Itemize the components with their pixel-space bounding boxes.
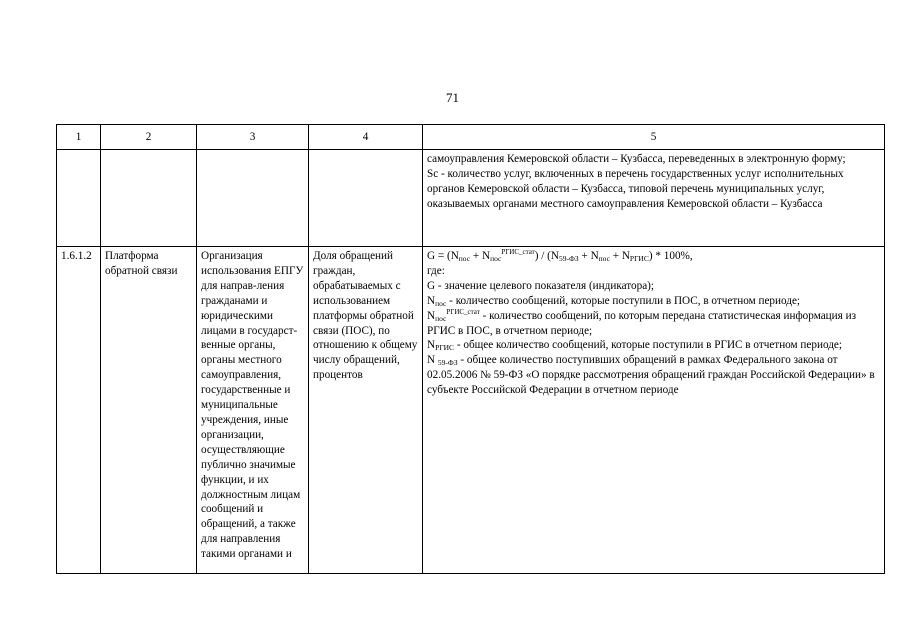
cont-cell-4 xyxy=(309,150,423,247)
cont-text-1: самоуправления Кемеровской области – Кузбасса, переведенных в электронную форму; xyxy=(427,153,846,165)
formula-n59-definition: N $_{59-ФЗ}$ - общее количество поступивших обращений в рамках Федерального закона от 02.05.2006 № 59-ФЗ «О порядке рассмотрения обращений граждан Российской Федерации» в субъекте Российской Федерации в отчетном периоде xyxy=(427,354,875,397)
continuation-row xyxy=(57,150,885,247)
row-indicator: Доля обращений граждан, обрабатываемых с использованием платформы обратной связи (ПОС), по отношению к общему числу обращений, процентов xyxy=(309,247,423,574)
header-row xyxy=(57,125,885,150)
row-description xyxy=(197,247,309,574)
formula-nrgis-definition: $N_{РГИС}$ - общее количество сообщений, которые поступили в РГИС в отчетном периоде; xyxy=(427,339,843,353)
formula-nstat-definition: $N_{пос}^{РГИС\_стат}$ - количество сообщений, по которым передана статистическая информация из РГИС в ПОС, в отчетном периоде; xyxy=(427,307,856,337)
row-name: Платформа обратной связи xyxy=(101,247,197,574)
header-cell-3: 3 xyxy=(197,125,309,150)
row-description-text: Организация использования ЕПГУ для направ-ления гражданами и юридическими лицами в государст-венные органы, органы местного самоуправления, государственные и муниципальные учреждения, иные организации, осуществляющие публично значимые функции, и их должностным лицам сообщений и обращений, а также для направления такими органами и xyxy=(201,250,304,561)
table-row xyxy=(57,247,885,574)
formula-main: $G = (N_{пос} + N_{пос}^{РГИС\_стат}) / (N_{59-ФЗ} + N_{пос} + N_{РГИС}) * 100\%$, xyxy=(427,248,693,263)
row-number: 1.6.1.2 xyxy=(57,247,101,574)
cont-cell-5 xyxy=(423,150,885,247)
header-cell-2: 2 xyxy=(101,125,197,150)
cont-cell-1 xyxy=(57,150,101,247)
cont-cell-3 xyxy=(197,150,309,247)
formula-where: где: xyxy=(427,264,445,277)
header-cell-5: 5 xyxy=(423,125,885,150)
cont-text-2: Sc - количество услуг, включенных в перечень государственных услуг исполнительных органов Кемеровской области – Кузбасса, типовой перечень муниципальных услуг, оказываемых органами местного самоуправления Кемеровской области – Кузбасса xyxy=(427,167,844,210)
cont-cell-2 xyxy=(101,150,197,247)
header-cell-1: 1 xyxy=(57,125,101,150)
row-formula xyxy=(423,247,885,574)
header-cell-4: 4 xyxy=(309,125,423,150)
formula-g-definition: G - значение целевого показателя (индикатора); xyxy=(427,279,654,292)
formula-npos-definition: $N_{пос}$ - количество сообщений, которые поступили в ПОС, в отчетном периоде; xyxy=(427,294,801,308)
page-number: 71 xyxy=(446,90,459,105)
document-table xyxy=(56,124,885,574)
